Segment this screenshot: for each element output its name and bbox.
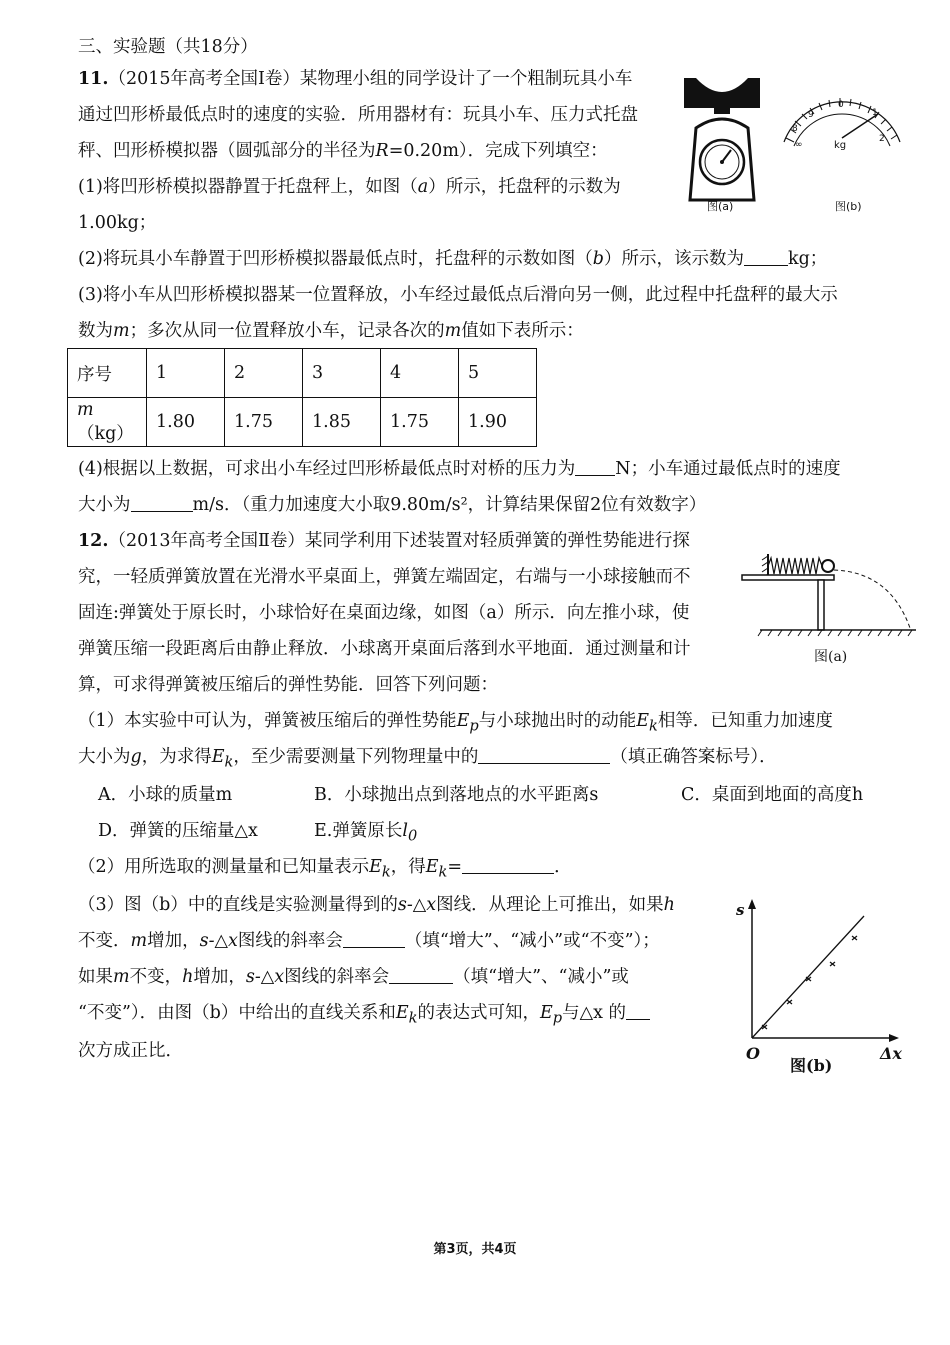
dial-label-eight: 8 [792, 124, 798, 134]
q11-step4-line1: (4)根据以上数据，可求出小车经过凹形桥最低点时对桥的压力为 N；小车通过最低点时的速度 [78, 459, 841, 479]
table-cell: 1.85 [303, 398, 381, 447]
q12-answer-blank-slope-m[interactable] [343, 931, 405, 948]
table-cell: 1 [147, 349, 225, 398]
table-cell: 1.80 [147, 398, 225, 447]
table-cell: 1.90 [459, 398, 537, 447]
q11-intro-line2: 通过凹形桥最低点时的速度的实验．所用器材有：玩具小车、压力式托盘 [78, 105, 638, 125]
q11-intro1: （2015年高考全国Ⅰ卷）某物理小组的同学设计了一个粗制玩具小车 [108, 69, 633, 89]
q12-intro-line3: 固连:弹簧处于原长时，小球恰好在桌面边缘，如图（a）所示．向左推小球，使 [78, 603, 690, 623]
q12-intro-line2: 究，一轻质弹簧放置在光滑水平桌面上，弹簧左端固定，右端与一小球接触而不 [78, 567, 691, 587]
table-cell: 2 [225, 349, 303, 398]
q12-intro-line4: 弹簧压缩一段距离后由静止释放．小球离开桌面后落到水平地面．通过测量和计 [78, 639, 691, 659]
q11-step1-line1: (1)将凹形桥模拟器静置于托盘秤上，如图（a）所示，托盘秤的示数为 [78, 177, 621, 197]
q11-answer-blank-speed[interactable] [131, 495, 193, 512]
q11-intro-line1 [78, 67, 632, 91]
q11-step2: (2)将玩具小车静置于凹形桥模拟器最低点时，托盘秤的示数如图（b）所示，该示数为 kg； [78, 249, 828, 269]
q11-number: 11. [78, 69, 109, 89]
table-cell: 4 [381, 349, 459, 398]
q12-fig-b-caption: 图(b) [790, 1056, 833, 1075]
table-row-label: m（kg） [68, 398, 147, 447]
q11-step4-line2: 大小为 m/s．（重力加速度大小取9.80m/s²，计算结果保留2位有效数字） [78, 495, 707, 515]
q12-part3-line1: （3）图（b）中的直线是实验测量得到的s-△x图线．从理论上可推出，如果h [78, 895, 675, 915]
dial-label-one: 1 [872, 108, 878, 118]
page-footer: 第3页，共4页 [433, 1242, 517, 1257]
q12-figure-b-graph [734, 896, 904, 1044]
q11-step1-line2: 1.00kg； [78, 213, 157, 233]
q12-part1-line2: 大小为g，为求得$E_k$，至少需要测量下列物理量中的 （填正确答案标号）． [78, 747, 777, 771]
q12-answer-blank-ek[interactable] [462, 857, 554, 874]
q12-part1-line1: （1）本实验中可认为，弹簧被压缩后的弹性势能$E_p$与小球抛出时的动能$E_k$相等．已知重力加速度 [78, 711, 833, 735]
section-title: 三、实验题（共18分） [78, 37, 258, 57]
q12-part3-line4: “不变”）．由图（b）中给出的直线关系和$E_k$的表达式可知，$E_p$与△x 的 [78, 1001, 650, 1031]
q12-part3-line2: 不变．m增加，s-△x图线的斜率会 （填“增大”、“减小”或“不变”）； [78, 931, 660, 951]
q11-figure-a-scale [676, 72, 768, 202]
dial-label-unit: kg [834, 140, 847, 151]
q12-answer-blank-power[interactable] [626, 1003, 650, 1020]
q12-option-c: C．桌面到地面的高度h [681, 785, 864, 805]
dial-label-inf: ∞ [795, 140, 803, 150]
q12-answer-blank-quantities[interactable] [478, 747, 610, 764]
table-row [68, 398, 537, 447]
table-header-label: 序号 [68, 349, 147, 398]
graph-axis-s: s [736, 901, 745, 919]
q12-option-d: D．弹簧的压缩量△x [98, 821, 258, 841]
q12-fig-a-caption: 图(a) [814, 649, 848, 665]
q12-part3-line5: 次方成正比． [78, 1041, 183, 1061]
graph-origin: O [746, 1044, 760, 1063]
dial-label-zero: 0 [838, 100, 844, 110]
q11-fig-b-caption: 图(b) [835, 200, 862, 213]
table-cell: 1.75 [381, 398, 459, 447]
q11-answer-blank-reading[interactable] [744, 249, 788, 266]
q12-option-b: B．小球抛出点到落地点的水平距离s [314, 785, 599, 805]
q12-option-e: E.弹簧原长$l_0$ [314, 821, 418, 845]
graph-axis-dx: Δx [880, 1044, 902, 1063]
q11-step3-line1: (3)将小车从凹形桥模拟器某一位置释放，小车经过最低点后滑向另一侧，此过程中托盘秤的最大示 [78, 285, 838, 305]
q12-figure-a-apparatus [740, 544, 920, 644]
table-cell: 1.75 [225, 398, 303, 447]
q11-answer-blank-force[interactable] [575, 459, 615, 476]
q12-answer-blank-slope-h[interactable] [389, 967, 453, 984]
table-row [68, 349, 537, 398]
q11-intro-line3: 秤、凹形桥模拟器（圆弧部分的半径为R=0.20m）．完成下列填空： [78, 141, 608, 161]
dial-label-nine: 9 [808, 110, 814, 120]
q11-step3-line2: 数为m；多次从同一位置释放小车，记录各次的m值如下表所示： [78, 321, 584, 341]
q11-fig-a-caption: 图(a) [707, 200, 734, 213]
q12-part2: （2）用所选取的测量量和已知量表示$E_k$，得$E_k=$ ． [78, 857, 572, 881]
q11-data-table [67, 348, 537, 447]
q12-intro-line5: 算，可求得弹簧被压缩后的弹性势能．回答下列问题： [78, 675, 498, 695]
table-cell: 5 [459, 349, 537, 398]
q12-part3-line3: 如果m不变，h增加，s-△x图线的斜率会 （填“增大”、“减小”或 [78, 967, 629, 987]
table-cell: 3 [303, 349, 381, 398]
q12-intro-line1: 12.（2013年高考全国Ⅱ卷）某同学利用下述装置对轻质弹簧的弹性势能进行探 [78, 531, 690, 551]
q12-number: 12. [78, 531, 109, 551]
dial-label-two: 2 [879, 134, 885, 144]
q12-option-a: A．小球的质量m [98, 785, 233, 805]
